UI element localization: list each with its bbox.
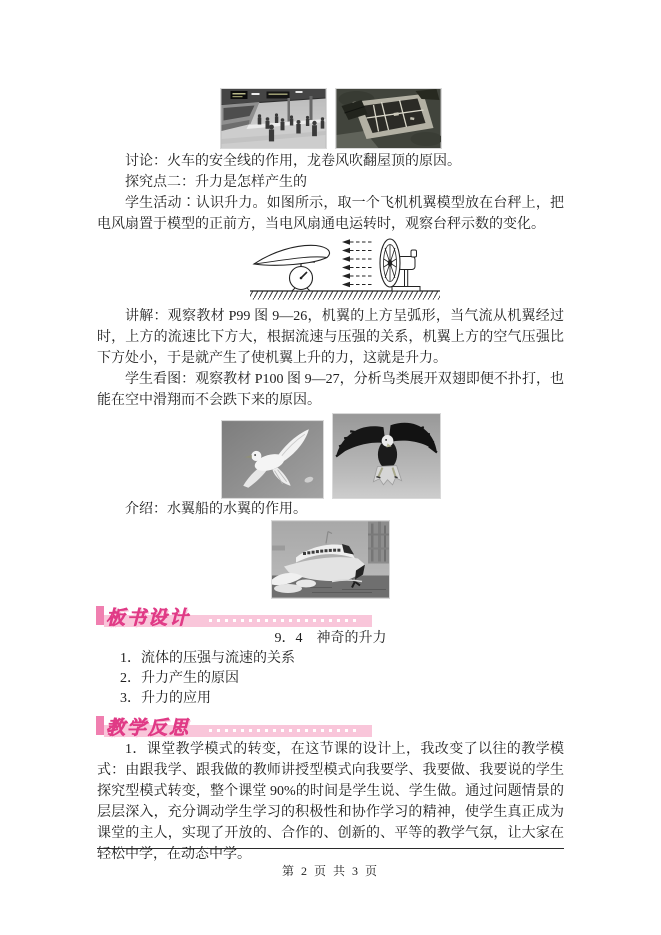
tornado-damaged-roof-photo <box>335 88 442 149</box>
landing-eagle-photo <box>332 413 441 499</box>
gliding-seagull-photo <box>221 420 324 499</box>
teaching-reflection-header-text: 教学反思 <box>106 718 191 739</box>
reflection-paragraph: 1．课堂教学模式的转变，在这节课的设计上，我改变了以往的教学模式：由跟我学、跟我做的教师讲授型模式向我要学、我要做、我要说的学生探究型模式转变，整个课堂 90%的时间是学生说、学生做。通过问题情景的层层深入，充分调动学生学习的积极性和协作学习的精神，使学生真正成为课堂的主人，实现了开放的、合作的、创新的、平等的教学气氛，让大家在轻松中学，在动态中学。 <box>97 742 564 862</box>
header-left-bar-decoration <box>96 606 104 625</box>
experiment-diagram-figure <box>97 235 564 306</box>
board-item-2: 2．升力产生的原因 <box>120 671 239 686</box>
inquiry-point-2-heading: 探究点二：升力是怎样产生的 <box>125 175 307 190</box>
board-design-header <box>97 603 564 627</box>
top-photo-row <box>97 88 564 149</box>
student-activity-paragraph: 学生活动∶认识升力。如图所示，取一个飞机机翼模型放在台秤上，把电风扇置于模型的正前方，当电风扇通电运转时，观察台秤示数的变化。 <box>97 196 564 232</box>
student-observe-paragraph: 学生看图：观察教材 P100 图 9—27，分析鸟类展开双翅即便不扑打，也能在空中滑翔而不会跌下来的原因。 <box>97 372 564 408</box>
train-station-platform-photo <box>220 88 327 149</box>
footer-divider <box>97 848 564 849</box>
explanation-paragraph: 讲解：观察教材 P99 图 9—26，机翼的上方呈弧形，当气流从机翼经过时，上方的流速比下方大，根据流速与压强的关系，机翼上方的空气压强比下方处小，于是就产生了使机翼上升的力，这就是升力。 <box>97 309 564 366</box>
header-left-bar-decoration <box>96 716 104 735</box>
airfoil-on-scale-with-electric-fan-diagram <box>244 235 444 301</box>
introduce-paragraph: 介绍：水翼船的水翼的作用。 <box>125 502 307 517</box>
discussion-paragraph: 讨论：火车的安全线的作用，龙卷风吹翻屋顶的原因。 <box>125 154 461 169</box>
bird-photo-row <box>97 413 564 499</box>
board-item-1: 1．流体的压强与流速的关系 <box>120 651 295 666</box>
page-footer <box>97 848 564 879</box>
lesson-title: 9．4 神奇的升力 <box>274 631 387 646</box>
header-dotted-line-decoration <box>209 729 361 732</box>
teaching-reflection-header <box>97 713 564 737</box>
hydrofoil-photo-row <box>97 520 564 599</box>
board-design-header-text: 板书设计 <box>106 608 191 629</box>
page-number: 第 2 页 共 3 页 <box>281 864 379 878</box>
board-item-3: 3．升力的应用 <box>120 691 211 706</box>
header-dotted-line-decoration <box>209 619 361 622</box>
hydrofoil-ship-photo <box>271 520 390 599</box>
